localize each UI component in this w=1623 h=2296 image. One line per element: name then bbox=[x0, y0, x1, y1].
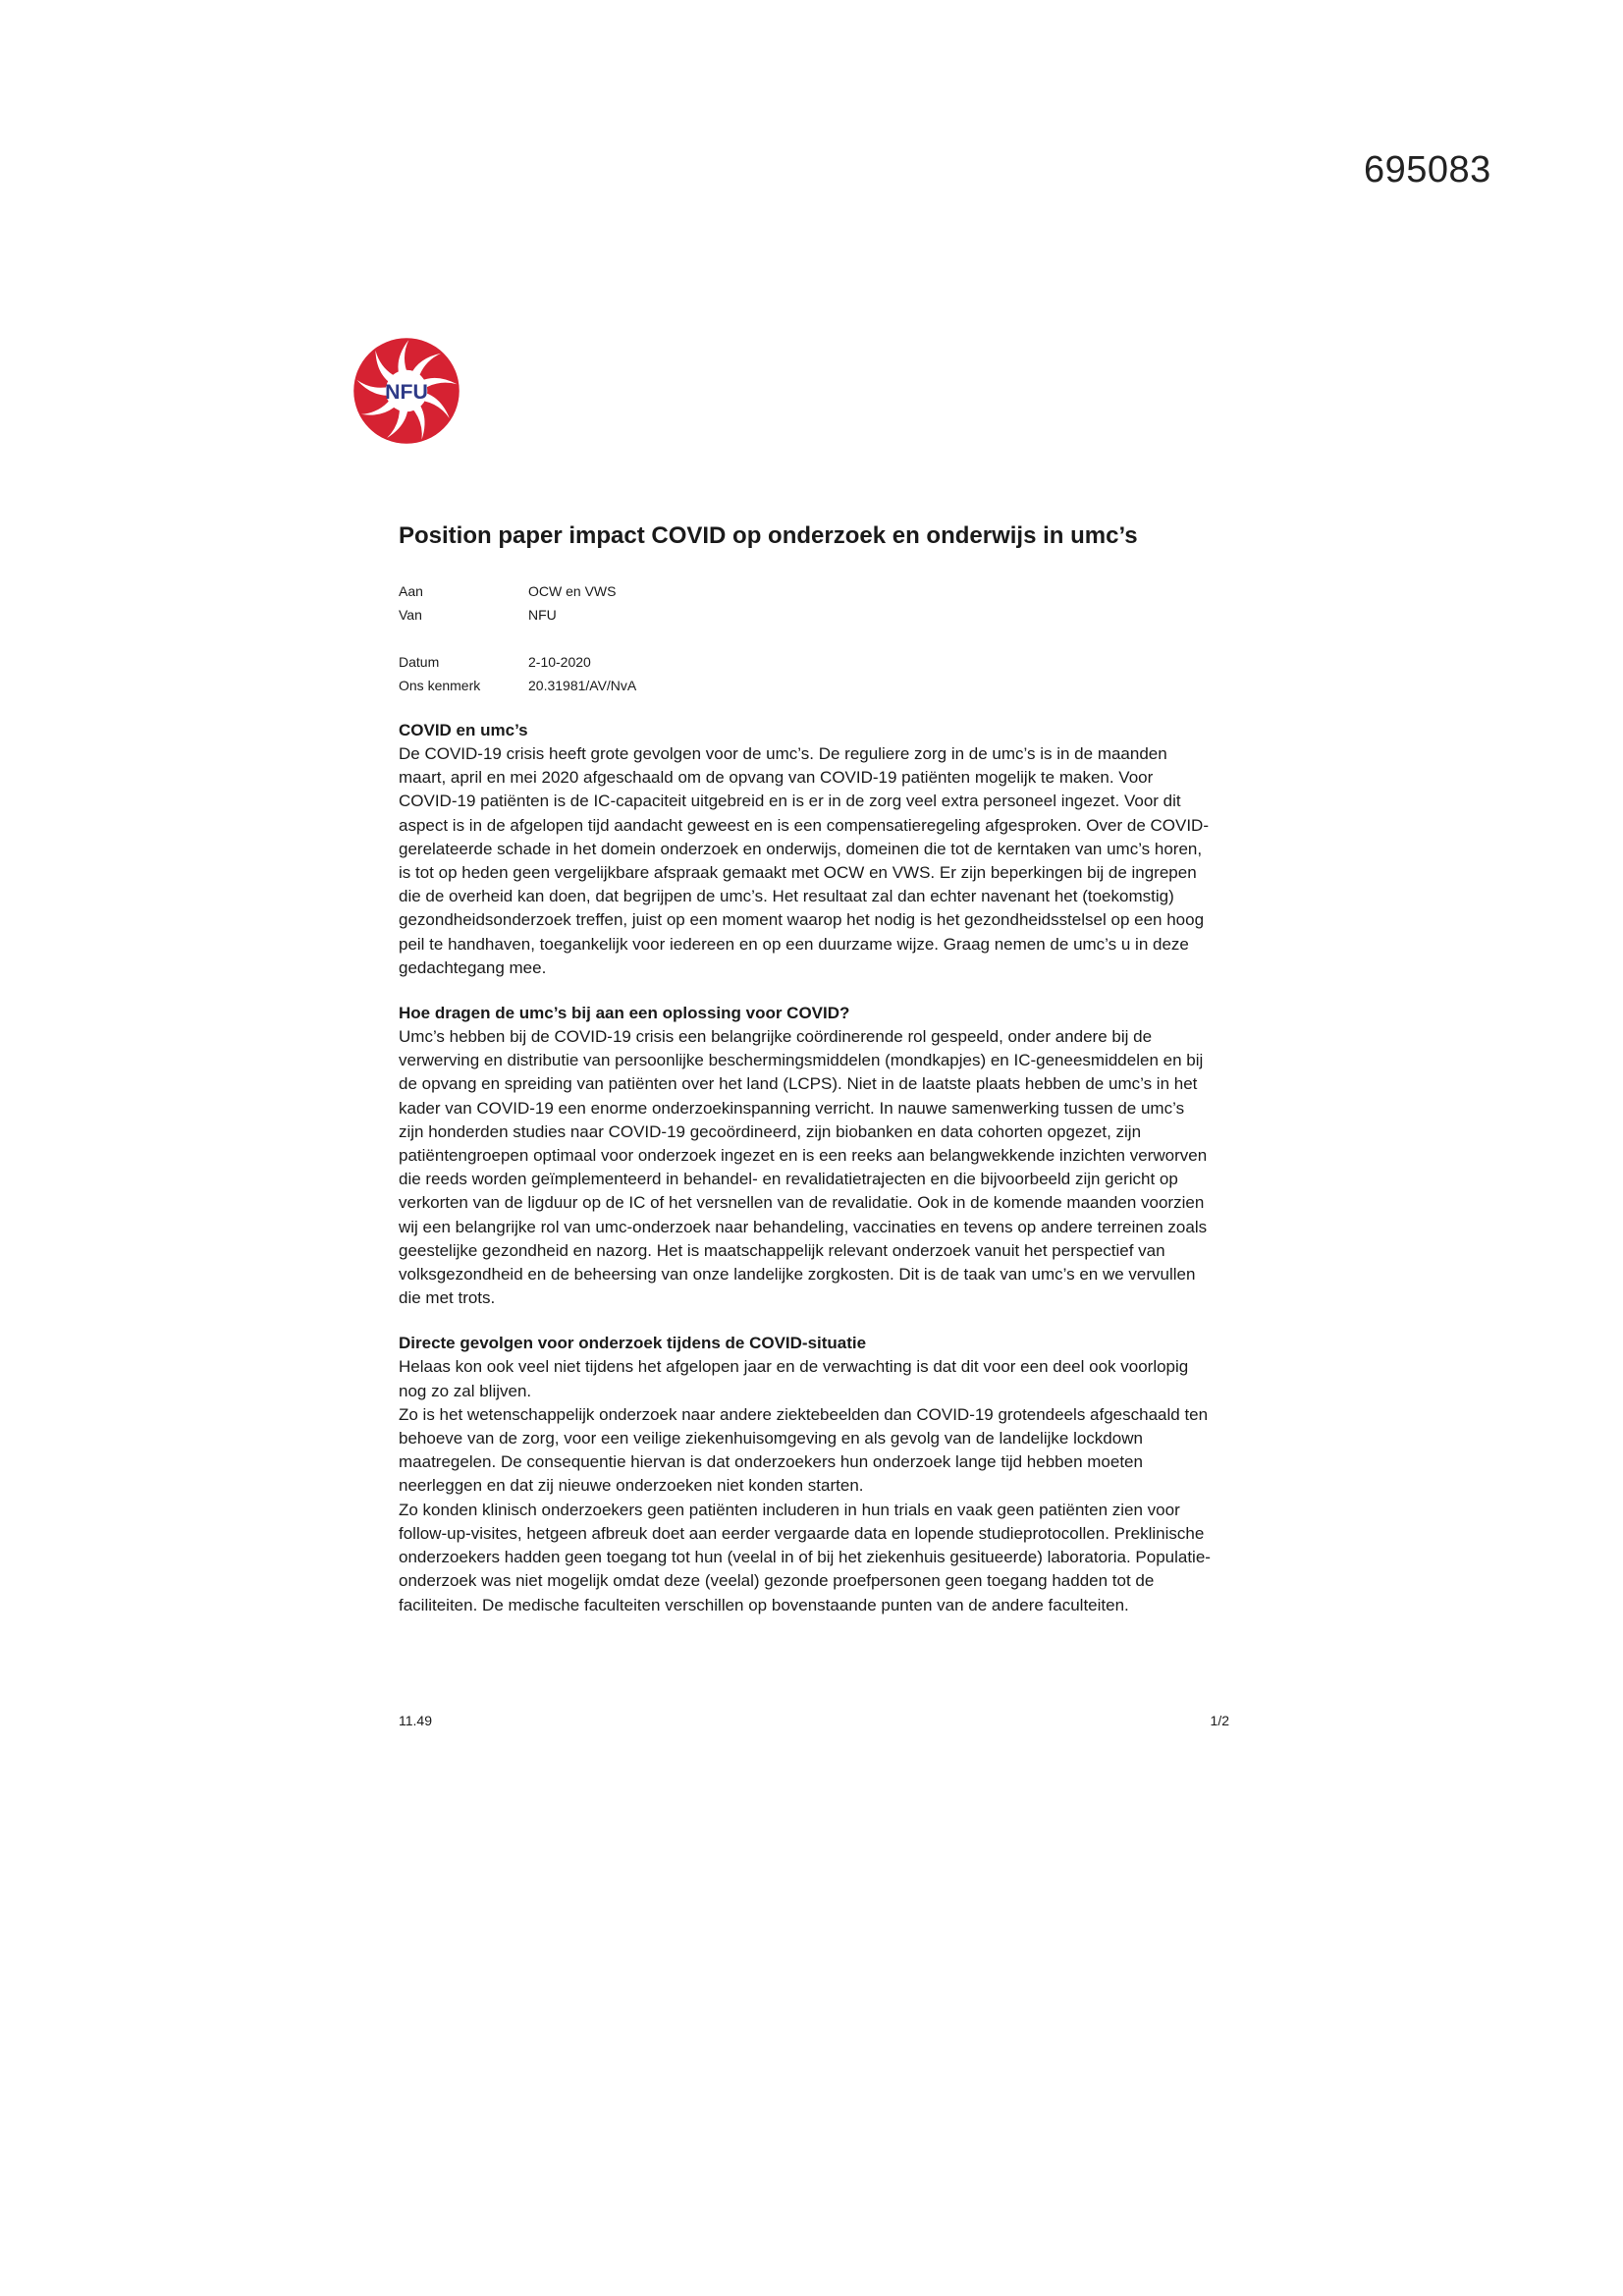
meta-label: Van bbox=[399, 607, 422, 623]
document-body bbox=[399, 520, 1214, 1617]
document-number: 695083 bbox=[1364, 149, 1491, 191]
meta-value: 2-10-2020 bbox=[528, 654, 591, 670]
section-covid-umcs bbox=[399, 719, 1214, 980]
page-number: 1/2 bbox=[1210, 1713, 1229, 1728]
meta-row-aan bbox=[399, 579, 1214, 603]
meta-value: NFU bbox=[528, 607, 557, 623]
paragraph: Umc’s hebben bij de COVID-19 crisis een belangrijke coördinerende rol gespeeld, onder andere bij de verwerving en distributie van persoonlijke beschermingsmiddelen (mondkapjes) en IC-geneesmiddelen en bij de opvang en spreiding van patiënten over het land (LCPS). Niet in de laatste plaats hebben de umc’s in het kader van COVID-19 een enorme onderzoekinspanning verricht. In nauwe samenwerking tussen de umc’s zijn honderden studies naar COVID-19 gecoördineerd, zijn biobanken en data cohorten opgezet, zijn patiëntengroepen optimaal voor onderzoek ingezet en is een reeks aan belangwekkende inzichten verworven die reeds worden geïmplementeerd in behandel- en revalidatietrajecten en die bijvoorbeeld zijn gericht op verkorten van de ligduur op de IC of het versnellen van de revalidatie. Ook in de komende maanden voorzien wij een belangrijke rol van umc-onderzoek naar behandeling, vaccinaties en tevens op andere terreinen zoals geestelijke gezondheid en nazorg. Het is maatschappelijk relevant onderzoek vanuit het perspectief van volksgezondheid en de beheersing van onze landelijke zorgkosten. Dit is de taak van umc’s en we vervullen die met trots. bbox=[399, 1027, 1208, 1308]
section-heading: Directe gevolgen voor onderzoek tijdens de COVID-situatie bbox=[399, 1334, 867, 1353]
meta-value: 20.31981/AV/NvA bbox=[528, 678, 637, 693]
nfu-logo bbox=[352, 336, 461, 446]
meta-row-datum bbox=[399, 650, 1214, 674]
paragraph: Helaas kon ook veel niet tijdens het afgelopen jaar en de verwachting is dat dit voor een deel ook voorlopig nog zo zal blijven. bbox=[399, 1357, 1189, 1400]
page-title: Position paper impact COVID op onderzoek en onderwijs in umc’s bbox=[399, 522, 1138, 549]
meta-label: Datum bbox=[399, 654, 440, 670]
paragraph: Zo is het wetenschappelijk onderzoek naar andere ziektebeelden dan COVID-19 grotendeels afgeschaald ten behoeve van de zorg, voor een veilige ziekenhuisomgeving en als gevolg van de landelijke lockdown maatregelen. De consequentie hiervan is dat onderzoekers hun onderzoek lange tijd hebben moeten neerleggen en dat zij nieuwe onderzoeken niet konden starten. bbox=[399, 1404, 1209, 1496]
meta-row-van bbox=[399, 603, 1214, 627]
section-bijdrage-umcs bbox=[399, 1002, 1214, 1310]
meta-value: OCW en VWS bbox=[528, 583, 617, 599]
meta-block bbox=[399, 579, 1214, 697]
paragraph: Zo konden klinisch onderzoekers geen patiënten includeren in hun trials en vaak geen patiënten zien voor follow-up-visites, hetgeen afbreuk doet aan eerder vergaarde data en lopende studieprotocollen. Preklinische onderzoekers hadden geen toegang tot hun (veelal in of bij het ziekenhuis gesitueerde) laboratoria. Populatie-onderzoek was niet mogelijk omdat deze (veelal) gezonde proefpersonen geen toegang hadden tot de faciliteiten. De medische faculteiten verschillen op bovenstaande punten van de andere faculteiten. bbox=[399, 1500, 1211, 1614]
section-heading: Hoe dragen de umc’s bij aan een oplossing voor COVID? bbox=[399, 1004, 850, 1023]
footer-code: 11.49 bbox=[399, 1713, 432, 1728]
meta-label: Aan bbox=[399, 583, 423, 599]
logo-text: NFU bbox=[385, 379, 428, 404]
section-directe-gevolgen bbox=[399, 1332, 1214, 1616]
section-heading: COVID en umc’s bbox=[399, 721, 528, 739]
page-footer bbox=[399, 1713, 1229, 1728]
meta-label: Ons kenmerk bbox=[399, 678, 481, 693]
meta-row-kenmerk bbox=[399, 674, 1214, 697]
paragraph: De COVID-19 crisis heeft grote gevolgen voor de umc’s. De reguliere zorg in de umc’s is in de maanden maart, april en mei 2020 afgeschaald om de opvang van COVID-19 patiënten mogelijk te maken. Voor COVID-19 patiënten is de IC-capaciteit uitgebreid en is er in de zorg veel extra personeel ingezet. Voor dit aspect is in de afgelopen tijd aandacht geweest en is een compensatieregeling afgesproken. Over de COVID-gerelateerde schade in het domein onderzoek en onderwijs, domeinen die tot de kerntaken van umc’s horen, is tot op heden geen vergelijkbare afspraak gemaakt met OCW en VWS. Er zijn beperkingen bij de ingrepen die de overheid kan doen, dat begrijpen de umc’s. Het resultaat zal dan echter navenant het (toekomstig) gezondheidsonderzoek treffen, juist op een moment waarop het nodig is het gezondheidsstelsel op een hoog peil te handhaven, toegankelijk voor iedereen en op een duurzame wijze. Graag nemen de umc’s u in deze gedachtegang mee. bbox=[399, 744, 1209, 977]
nfu-logo-icon bbox=[352, 336, 461, 446]
